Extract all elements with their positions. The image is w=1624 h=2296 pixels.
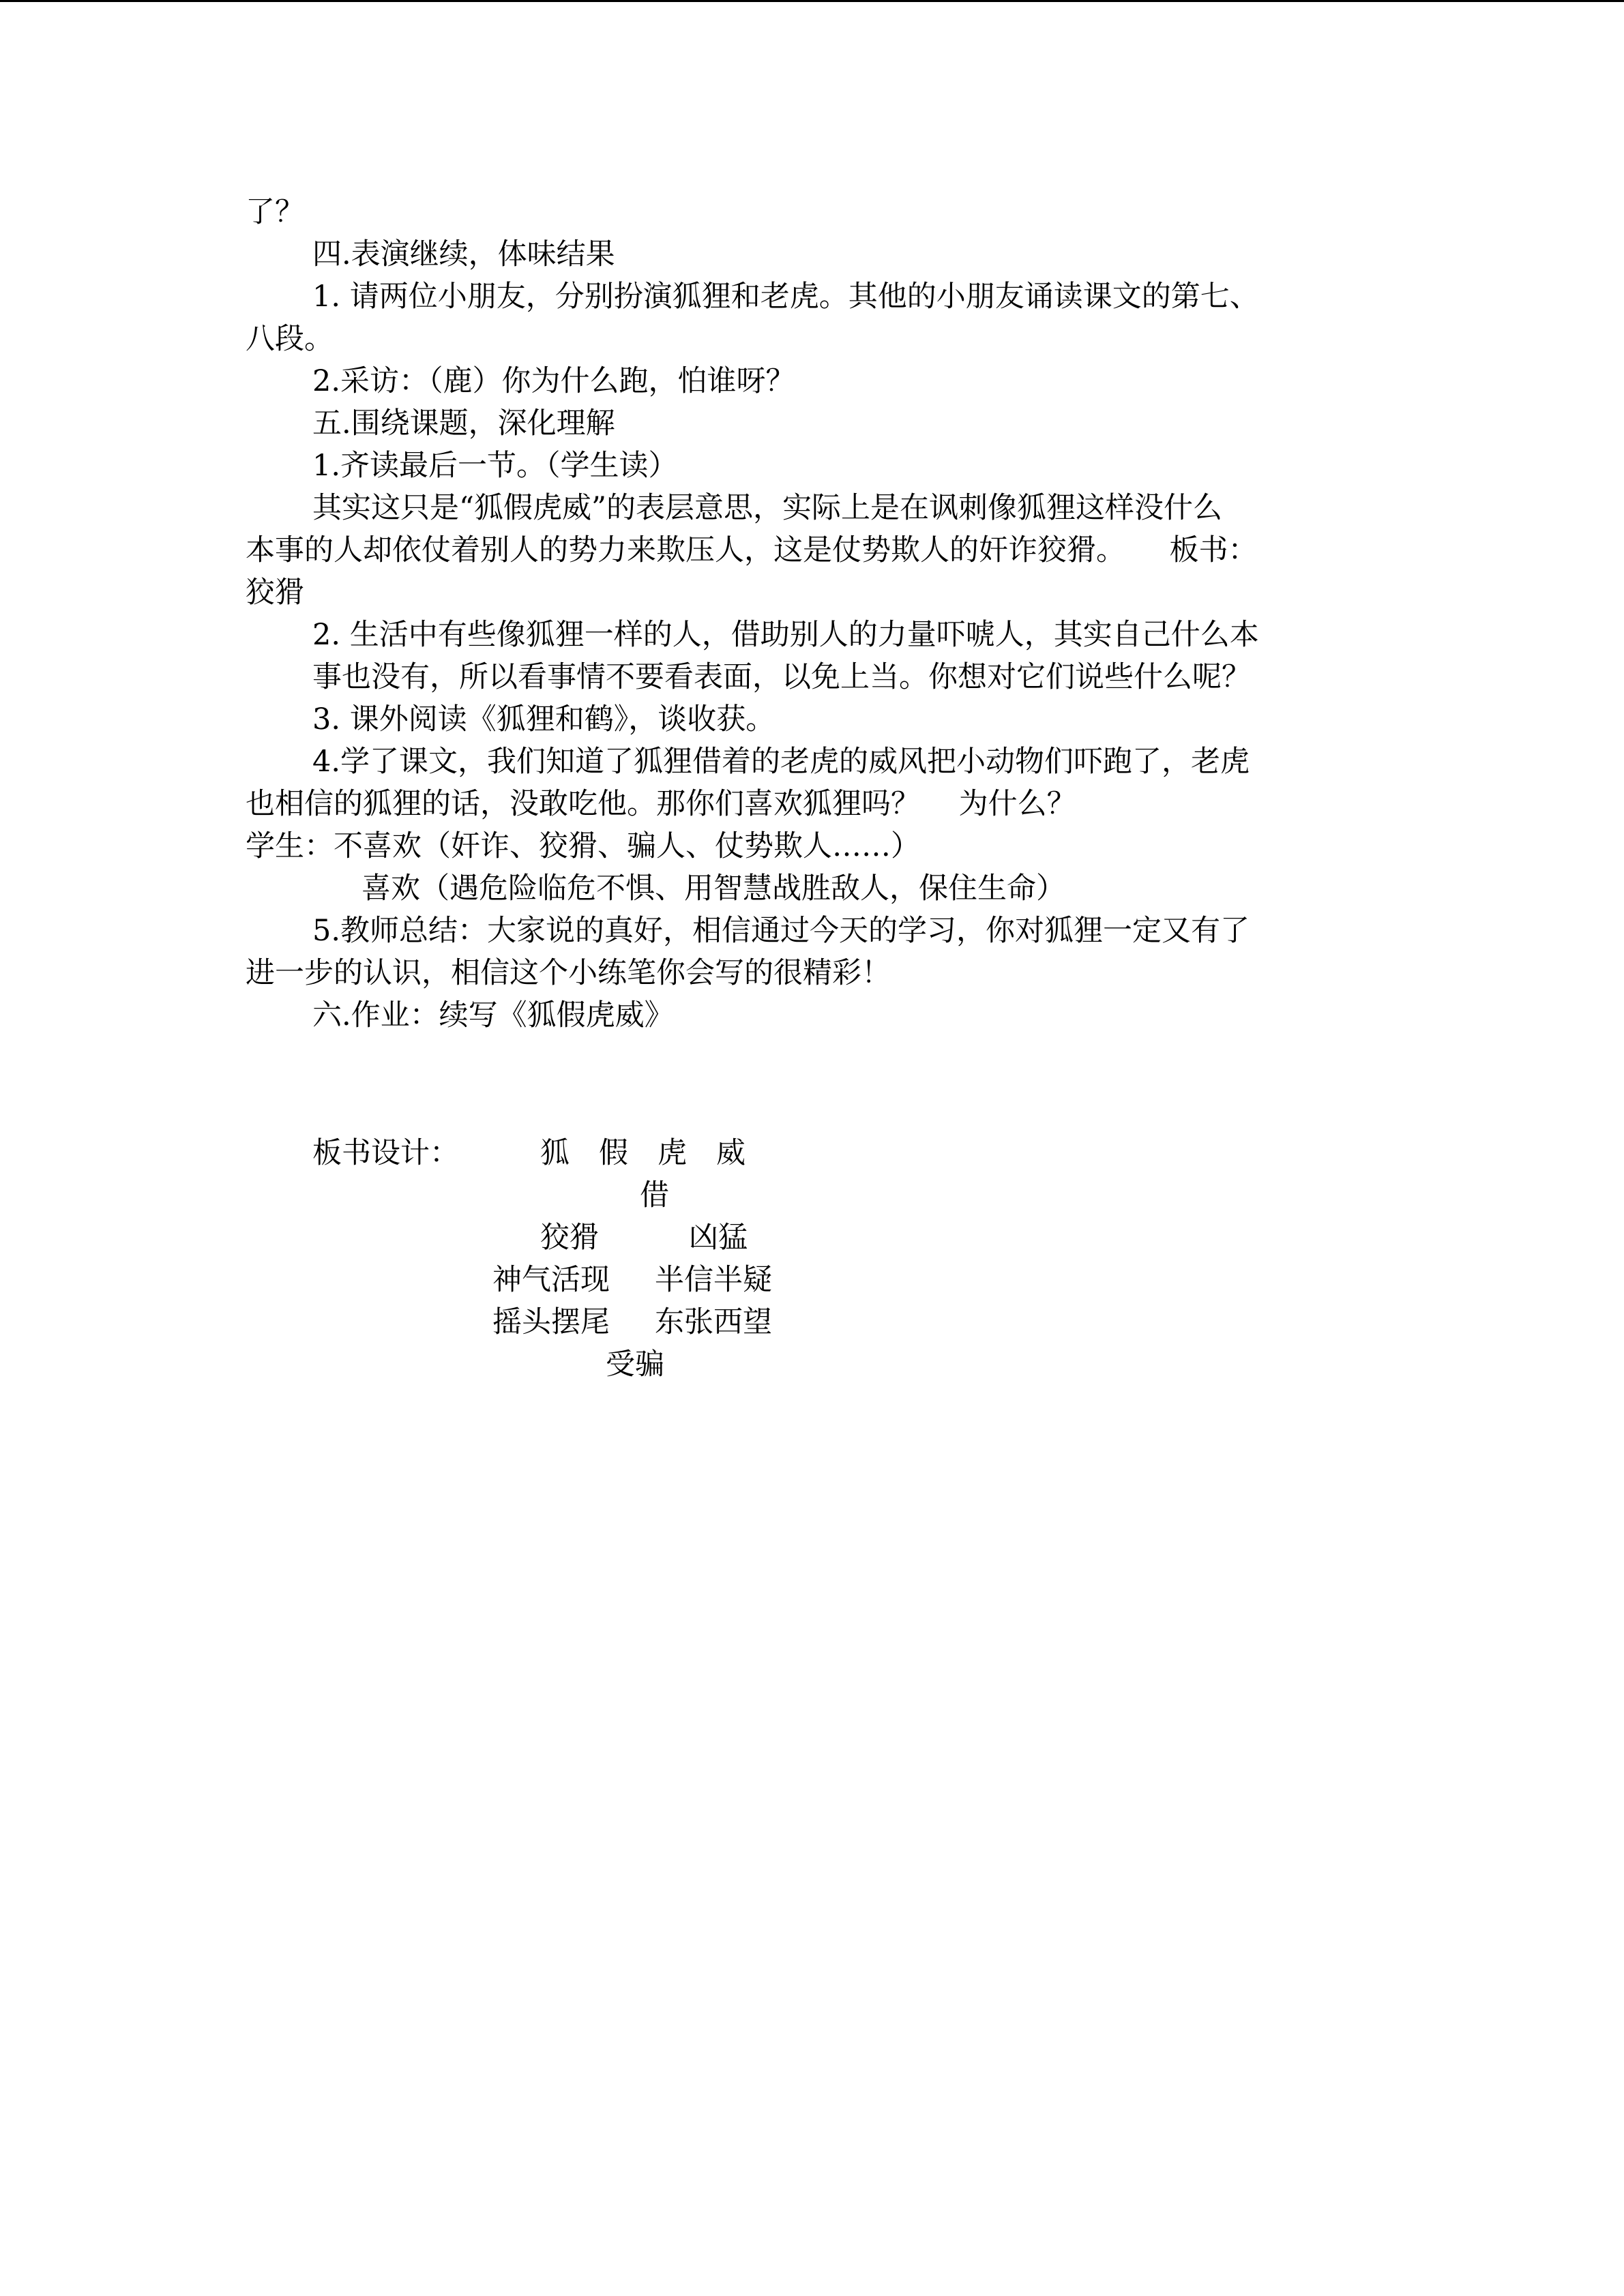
paragraph-line: 进一步的认识，相信这个小练笔你会写的很精彩！ xyxy=(246,956,891,990)
paragraph-line: 八段。 xyxy=(246,322,334,356)
paragraph-line: 了？ xyxy=(246,195,304,229)
paragraph-line: 事也没有，所以看事情不要看表面，以免上当。你想对它们说些什么呢？ xyxy=(312,660,1251,694)
paragraph-line: 学生：不喜欢（奸诈、狡猾、骗人、仗势欺人……） xyxy=(246,829,920,863)
board-design-label: 板书设计： xyxy=(312,1136,459,1170)
paragraph-line: 其实这只是“狐假虎威”的表层意思，实际上是在讽刺像狐狸这样没什么 xyxy=(312,491,1222,525)
paragraph-line: 本事的人却依仗着别人的势力来欺压人，这是仗势欺人的奸诈狡猾。 板书： xyxy=(246,533,1258,567)
section-heading-6: 六.作业：续写《狐假虎威》 xyxy=(312,998,674,1032)
paragraph-line: 2.采访：（鹿）你为什么跑，怕谁呀？ xyxy=(312,364,795,398)
paragraph-line: 狡猾 xyxy=(246,576,304,610)
board-fox-trait: 狡猾 xyxy=(540,1221,599,1255)
paragraph-line: 喜欢（遇危险临危不惧、用智慧战胜敌人，保住生命） xyxy=(361,871,1065,906)
paragraph-line: 1. 请两位小朋友，分别扮演狐狸和老虎。其他的小朋友诵读课文的第七、 xyxy=(312,280,1259,314)
page-top-border xyxy=(0,0,1624,2)
board-tiger-trait: 凶猛 xyxy=(689,1221,748,1255)
board-title: 狐 假 虎 威 xyxy=(540,1136,745,1170)
board-borrow: 借 xyxy=(640,1178,669,1212)
board-fox-line-2: 摇头摆尾 xyxy=(492,1305,610,1339)
paragraph-line: 3. 课外阅读《狐狸和鹤》，谈收获。 xyxy=(312,702,776,736)
paragraph-line: 2. 生活中有些像狐狸一样的人，借助别人的力量吓唬人，其实自己什么本 xyxy=(312,618,1259,652)
section-heading-4: 四.表演继续，体味结果 xyxy=(312,237,615,271)
board-fox-line-1: 神气活现 xyxy=(492,1263,610,1297)
paragraph-line: 4.学了课文，我们知道了狐狸借着的老虎的威风把小动物们吓跑了，老虎 xyxy=(312,745,1250,779)
paragraph-line: 也相信的狐狸的话，没敢吃他。那你们喜欢狐狸吗？ 为什么？ xyxy=(246,787,1076,821)
paragraph-line: 5.教师总结：大家说的真好，相信通过今天的学习，你对狐狸一定又有了 xyxy=(312,914,1250,948)
section-heading-5: 五.围绕课题，深化理解 xyxy=(312,406,615,441)
board-tiger-line-2: 东张西望 xyxy=(655,1305,772,1339)
board-tiger-line-1: 半信半疑 xyxy=(655,1263,772,1297)
board-result: 受骗 xyxy=(606,1347,664,1382)
paragraph-line: 1.齐读最后一节。（学生读） xyxy=(312,449,678,483)
